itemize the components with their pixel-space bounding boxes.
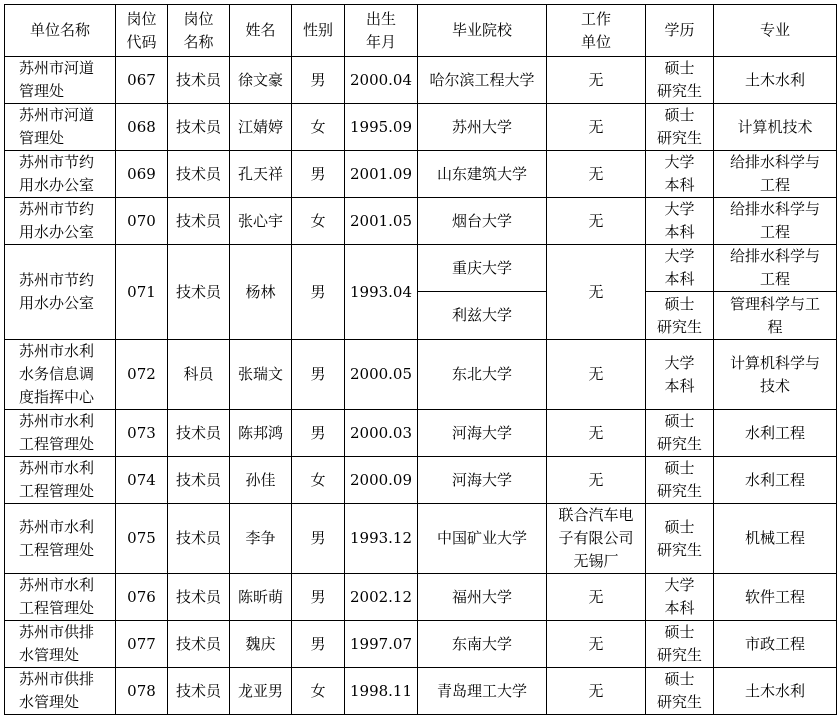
table-row [5, 104, 837, 151]
school-cell: 烟台大学 [418, 198, 547, 245]
code-cell: 067 [116, 57, 168, 104]
school-cell: 利兹大学 [418, 292, 547, 340]
unit-cell: 苏州市河道 管理处 [5, 57, 116, 104]
header-major: 专业 [714, 5, 837, 57]
table-row [5, 574, 837, 621]
gender-cell: 男 [292, 340, 345, 410]
major-cell: 管理科学与工 程 [714, 292, 837, 340]
gender-cell: 女 [292, 104, 345, 151]
degree-cell: 硕士 研究生 [646, 57, 714, 104]
school-cell: 重庆大学 [418, 245, 547, 292]
gender-cell: 男 [292, 410, 345, 457]
gender-cell: 男 [292, 151, 345, 198]
birth-cell: 2000.03 [345, 410, 418, 457]
position-cell: 技术员 [168, 151, 230, 198]
name-cell: 江婧婷 [230, 104, 292, 151]
birth-cell: 2000.05 [345, 340, 418, 410]
name-cell: 张瑞文 [230, 340, 292, 410]
code-cell: 068 [116, 104, 168, 151]
major-cell: 市政工程 [714, 621, 837, 668]
name-cell: 杨林 [230, 245, 292, 340]
work-cell: 无 [547, 621, 646, 668]
work-cell: 无 [547, 151, 646, 198]
birth-cell: 2000.04 [345, 57, 418, 104]
major-cell: 水利工程 [714, 457, 837, 504]
unit-cell: 苏州市水利 工程管理处 [5, 457, 116, 504]
name-cell: 陈昕萌 [230, 574, 292, 621]
code-cell: 071 [116, 245, 168, 340]
position-cell: 技术员 [168, 198, 230, 245]
header-birth: 出生 年月 [345, 5, 418, 57]
birth-cell: 2002.12 [345, 574, 418, 621]
school-cell: 河海大学 [418, 457, 547, 504]
position-cell: 技术员 [168, 457, 230, 504]
unit-cell: 苏州市供排 水管理处 [5, 668, 116, 715]
birth-cell: 1998.11 [345, 668, 418, 715]
code-cell: 073 [116, 410, 168, 457]
school-cell: 东南大学 [418, 621, 547, 668]
code-cell: 076 [116, 574, 168, 621]
position-cell: 技术员 [168, 574, 230, 621]
major-cell: 软件工程 [714, 574, 837, 621]
position-cell: 技术员 [168, 104, 230, 151]
degree-cell: 硕士 研究生 [646, 457, 714, 504]
name-cell: 张心宇 [230, 198, 292, 245]
header-work: 工作 单位 [547, 5, 646, 57]
degree-cell: 硕士 研究生 [646, 292, 714, 340]
name-cell: 徐文豪 [230, 57, 292, 104]
birth-cell: 2000.09 [345, 457, 418, 504]
work-cell: 无 [547, 104, 646, 151]
birth-cell: 2001.05 [345, 198, 418, 245]
code-cell: 078 [116, 668, 168, 715]
degree-cell: 大学 本科 [646, 151, 714, 198]
degree-cell: 硕士 研究生 [646, 668, 714, 715]
school-cell: 福州大学 [418, 574, 547, 621]
name-cell: 李争 [230, 504, 292, 574]
table-row [5, 410, 837, 457]
code-cell: 075 [116, 504, 168, 574]
unit-cell: 苏州市水利 水务信息调 度指挥中心 [5, 340, 116, 410]
work-cell: 联合汽车电 子有限公司 无锡厂 [547, 504, 646, 574]
unit-cell: 苏州市水利 工程管理处 [5, 504, 116, 574]
personnel-table [4, 4, 837, 715]
name-cell: 陈邦鸿 [230, 410, 292, 457]
unit-cell: 苏州市节约 用水办公室 [5, 245, 116, 340]
unit-cell: 苏州市供排 水管理处 [5, 621, 116, 668]
table-row [5, 340, 837, 410]
table-row [5, 504, 837, 574]
name-cell: 孙佳 [230, 457, 292, 504]
major-cell: 给排水科学与 工程 [714, 198, 837, 245]
header-row [5, 5, 837, 57]
gender-cell: 女 [292, 198, 345, 245]
major-cell: 水利工程 [714, 410, 837, 457]
major-cell: 土木水利 [714, 668, 837, 715]
school-cell: 河海大学 [418, 410, 547, 457]
work-cell: 无 [547, 340, 646, 410]
degree-cell: 硕士 研究生 [646, 104, 714, 151]
school-cell: 中国矿业大学 [418, 504, 547, 574]
school-cell: 青岛理工大学 [418, 668, 547, 715]
work-cell: 无 [547, 668, 646, 715]
table-row [5, 245, 837, 292]
position-cell: 技术员 [168, 245, 230, 340]
degree-cell: 大学 本科 [646, 574, 714, 621]
table-row [5, 57, 837, 104]
gender-cell: 男 [292, 621, 345, 668]
code-cell: 077 [116, 621, 168, 668]
work-cell: 无 [547, 574, 646, 621]
header-name: 姓名 [230, 5, 292, 57]
major-cell: 计算机科学与 技术 [714, 340, 837, 410]
degree-cell: 硕士 研究生 [646, 410, 714, 457]
code-cell: 072 [116, 340, 168, 410]
degree-cell: 硕士 研究生 [646, 504, 714, 574]
major-cell: 给排水科学与 工程 [714, 245, 837, 292]
name-cell: 龙亚男 [230, 668, 292, 715]
table-row [5, 621, 837, 668]
header-school: 毕业院校 [418, 5, 547, 57]
name-cell: 魏庆 [230, 621, 292, 668]
major-cell: 土木水利 [714, 57, 837, 104]
work-cell: 无 [547, 410, 646, 457]
degree-cell: 硕士 研究生 [646, 621, 714, 668]
birth-cell: 2001.09 [345, 151, 418, 198]
degree-cell: 大学 本科 [646, 198, 714, 245]
code-cell: 069 [116, 151, 168, 198]
position-cell: 技术员 [168, 410, 230, 457]
birth-cell: 1993.04 [345, 245, 418, 340]
work-cell: 无 [547, 57, 646, 104]
table-row [5, 198, 837, 245]
unit-cell: 苏州市水利 工程管理处 [5, 410, 116, 457]
code-cell: 074 [116, 457, 168, 504]
school-cell: 山东建筑大学 [418, 151, 547, 198]
gender-cell: 男 [292, 574, 345, 621]
school-cell: 哈尔滨工程大学 [418, 57, 547, 104]
position-cell: 技术员 [168, 621, 230, 668]
position-cell: 科员 [168, 340, 230, 410]
work-cell: 无 [547, 245, 646, 340]
major-cell: 计算机技术 [714, 104, 837, 151]
unit-cell: 苏州市节约 用水办公室 [5, 198, 116, 245]
work-cell: 无 [547, 198, 646, 245]
header-gender: 性别 [292, 5, 345, 57]
school-cell: 苏州大学 [418, 104, 547, 151]
birth-cell: 1997.07 [345, 621, 418, 668]
degree-cell: 大学 本科 [646, 340, 714, 410]
gender-cell: 男 [292, 245, 345, 340]
position-cell: 技术员 [168, 668, 230, 715]
header-degree: 学历 [646, 5, 714, 57]
birth-cell: 1993.12 [345, 504, 418, 574]
table-row [5, 668, 837, 715]
major-cell: 机械工程 [714, 504, 837, 574]
header-code: 岗位 代码 [116, 5, 168, 57]
header-position: 岗位 名称 [168, 5, 230, 57]
gender-cell: 女 [292, 457, 345, 504]
work-cell: 无 [547, 457, 646, 504]
school-cell: 东北大学 [418, 340, 547, 410]
gender-cell: 男 [292, 504, 345, 574]
gender-cell: 男 [292, 57, 345, 104]
table-row [5, 151, 837, 198]
unit-cell: 苏州市节约 用水办公室 [5, 151, 116, 198]
unit-cell: 苏州市河道 管理处 [5, 104, 116, 151]
major-cell: 给排水科学与 工程 [714, 151, 837, 198]
position-cell: 技术员 [168, 57, 230, 104]
degree-cell: 大学 本科 [646, 245, 714, 292]
name-cell: 孔天祥 [230, 151, 292, 198]
table-row [5, 457, 837, 504]
position-cell: 技术员 [168, 504, 230, 574]
header-unit: 单位名称 [5, 5, 116, 57]
code-cell: 070 [116, 198, 168, 245]
unit-cell: 苏州市水利 工程管理处 [5, 574, 116, 621]
birth-cell: 1995.09 [345, 104, 418, 151]
gender-cell: 女 [292, 668, 345, 715]
